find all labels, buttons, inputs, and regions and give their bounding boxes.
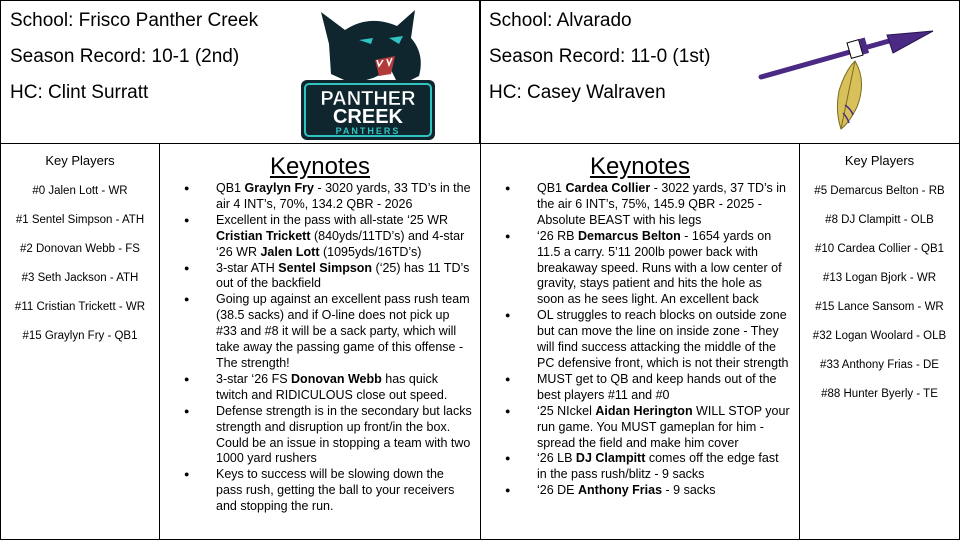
keynote-item: ● OL struggles to reach blocks on outside zone but can move the line on inside zone - They will find success attacking the middle of the PC defensive front, which is not their strength: [481, 308, 799, 372]
keynote-item: ● Going up against an excellent pass rush team (38.5 sacks) and if O-line does not pick up #33 and #8 it will be a sack party, which will take away the passing game of this offense - The strength!: [160, 292, 480, 372]
right-season-record: Season Record: 11-0 (1st): [489, 46, 711, 67]
left-head-coach: HC: Clint Surratt: [10, 82, 149, 103]
spear-feather-logo: [757, 21, 937, 131]
right-team-header: [480, 0, 960, 144]
left-key-players-list: [1, 184, 159, 358]
keynote-item: ● ‘25 NIckel Aidan Herington WILL STOP your run game. You MUST gameplan for him - spread the field and make him cover: [481, 404, 799, 452]
key-player: #11 Cristian Trickett - WR: [14, 301, 146, 313]
keynote-item: ● 3-star ‘26 FS Donovan Webb has quick twitch and RIDICULOUS close out speed.: [160, 372, 480, 404]
keynote-item: ● QB1 Cardea Collier - 3022 yards, 37 TD’s in the air 6 INT’s, 75%, 145.9 QBR - 2025 - Absolute BEAST with his legs: [481, 181, 799, 229]
keynote-highlight: Aidan Herington: [595, 403, 693, 418]
key-player: #88 Hunter Byerly - TE: [821, 388, 938, 400]
keynote-highlight: Cardea Collier: [565, 181, 651, 195]
key-player: #13 Logan Bjork - WR: [822, 272, 937, 284]
right-head-coach: HC: Casey Walraven: [489, 82, 666, 103]
key-player: #8 DJ Clampitt - OLB: [825, 214, 934, 226]
key-player: #0 Jalen Lott - WR: [32, 185, 128, 197]
key-player: #1 Sentel Simpson - ATH: [15, 214, 145, 226]
panther-creek-logo: [299, 4, 437, 140]
keynote-highlight: Cristian Trickett: [216, 228, 311, 243]
keynote-item: ● Defense strength is in the secondary but lacks strength and disruption up front/in the box. Could be an issue in stopping a team with two 1000 yard rushers: [160, 404, 480, 468]
key-player: #15 Graylyn Fry - QB1: [22, 330, 138, 342]
keynote-item: ● ‘26 LB DJ Clampitt comes off the edge fast in the pass rush/blitz - 9 sacks: [481, 451, 799, 483]
logo-text-line3: PANTHERS: [335, 126, 401, 136]
right-key-players-list: [800, 184, 959, 416]
keynote-item: ● QB1 Graylyn Fry - 3020 yards, 33 TD’s in the air 4 INT’s, 70%, 134.2 QBR - 2026: [160, 181, 480, 213]
logo-text-line1: PANTHER: [320, 88, 416, 110]
feather-icon: [837, 61, 861, 129]
right-key-players-panel: [799, 143, 960, 540]
right-keynotes-panel: [480, 143, 800, 540]
keynote-highlight: Anthony Frias: [578, 483, 663, 498]
logo-text-line2: CREEK: [332, 106, 404, 128]
keynote-highlight: DJ Clampitt: [575, 451, 646, 466]
right-key-players-title: Key Players: [844, 153, 915, 168]
keynote-item: ● ‘26 DE Anthony Frias - 9 sacks: [481, 483, 799, 499]
left-key-players-panel: [0, 143, 160, 540]
key-player: #3 Seth Jackson - ATH: [21, 272, 139, 284]
left-school: School: Frisco Panther Creek: [10, 10, 259, 31]
keynote-highlight: Donovan Webb: [291, 371, 382, 386]
spear-shaft-icon: [761, 41, 889, 77]
left-keynotes-title: Keynotes: [269, 153, 371, 180]
keynote-item: ● Excellent in the pass with all-state ‘25 WR Cristian Trickett (840yds/11TD’s) and 4-star ‘26 WR Jalen Lott (1095yds/16TD’s): [160, 213, 480, 261]
right-keynotes-list: [481, 181, 799, 499]
left-keynotes-panel: [159, 143, 481, 540]
right-school: School: Alvarado: [489, 10, 632, 31]
keynote-highlight: Demarcus Belton: [578, 228, 681, 243]
key-player: #10 Cardea Collier - QB1: [814, 243, 945, 255]
keynote-item: ● Keys to success will be slowing down the pass rush, getting the ball to your receivers and stopping the run.: [160, 467, 480, 515]
key-player: #15 Lance Sansom - WR: [815, 301, 944, 313]
left-keynotes-list: [160, 181, 480, 515]
left-team-header: [0, 0, 480, 144]
key-player: #5 Demarcus Belton - RB: [814, 185, 945, 197]
right-keynotes-title: Keynotes: [589, 153, 691, 180]
keynote-highlight: Jalen Lott: [260, 244, 320, 259]
left-key-players-title: Key Players: [45, 153, 115, 168]
key-player: #32 Logan Woolard - OLB: [812, 330, 947, 342]
keynote-item: ● ‘26 RB Demarcus Belton - 1654 yards on 11.5 a carry. 5’11 200lb power back with breakaway speed. Runs with a low center of gravity, stays patient and hits the hole as soon as he sees light. An excellent back: [481, 229, 799, 309]
keynote-highlight: Graylyn Fry: [244, 181, 314, 195]
keynote-highlight: Sentel Simpson: [278, 260, 373, 275]
spearhead-icon: [887, 31, 933, 53]
key-player: #2 Donovan Webb - FS: [20, 243, 140, 255]
keynote-item: ● 3-star ATH Sentel Simpson (‘25) has 11 TD’s out of the backfield: [160, 261, 480, 293]
keynote-item: ● MUST get to QB and keep hands out of the best players #11 and #0: [481, 372, 799, 404]
left-season-record: Season Record: 10-1 (2nd): [10, 46, 240, 67]
key-player: #33 Anthony Frias - DE: [820, 359, 939, 371]
panther-head-icon: [321, 10, 421, 86]
